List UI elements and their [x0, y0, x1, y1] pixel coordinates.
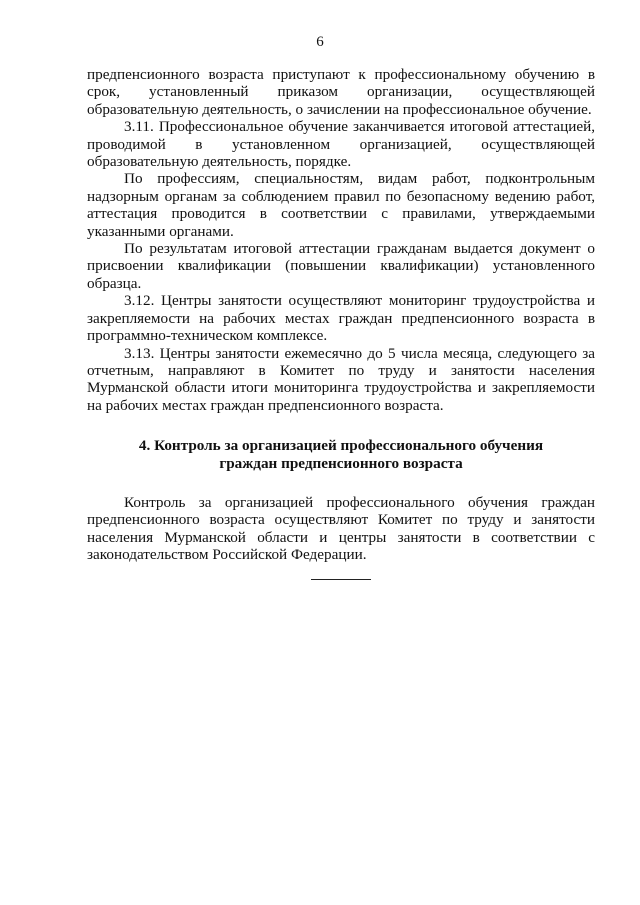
- paragraph-qualification-document: По результатам итоговой аттестации гражданам выдается документ о присвоении квалификации (повышении квалификации) установленного образца.: [87, 240, 595, 292]
- section-4-heading-line-2: граждан предпенсионного возраста: [219, 454, 463, 472]
- document-body: [87, 66, 595, 580]
- page-number: 6: [316, 34, 324, 50]
- paragraph-3-11: 3.11. Профессиональное обучение заканчивается итоговой аттестацией, проводимой в установленном организацией, осуществляющей образовательную деятельность, порядке.: [87, 118, 595, 171]
- section-4-heading: [87, 437, 595, 472]
- paragraph-3-13: 3.13. Центры занятости ежемесячно до 5 числа месяца, следующего за отчетным, направляют в Комитет по труду и занятости населения Мурманской области итоги мониторинга трудоустройства и закрепляемости на рабочих местах граждан предпенсионного возраста.: [87, 344, 595, 414]
- paragraph-3-12: 3.12. Центры занятости осуществляют мониторинг трудоустройства и закрепляемости на рабочих местах граждан предпенсионного возраста в программно-техническом комплексе.: [87, 292, 595, 345]
- paragraph-continuation: предпенсионного возраста приступают к профессиональному обучению в срок, установленный приказом организации, осуществляющей образовательную деятельность, о зачислении на профессиональное обучение.: [87, 66, 595, 118]
- paragraph-professions-attestation: По профессиям, специальностям, видам работ, подконтрольным надзорным органам за соблюдением правил по безопасному ведению работ, аттестация проводится в соответствии с правилами, утверждаемыми указанными органами.: [87, 170, 595, 240]
- paragraph-section-4-control: Контроль за организацией профессионального обучения граждан предпенсионного возраста осуществляют Комитет по труду и занятости населения Мурманской области и центры занятости в соответствии с законодательством Российской Федерации.: [87, 493, 595, 564]
- end-of-document-rule: [311, 579, 371, 580]
- section-4-heading-line-1: 4. Контроль за организацией профессионального обучения: [138, 437, 544, 455]
